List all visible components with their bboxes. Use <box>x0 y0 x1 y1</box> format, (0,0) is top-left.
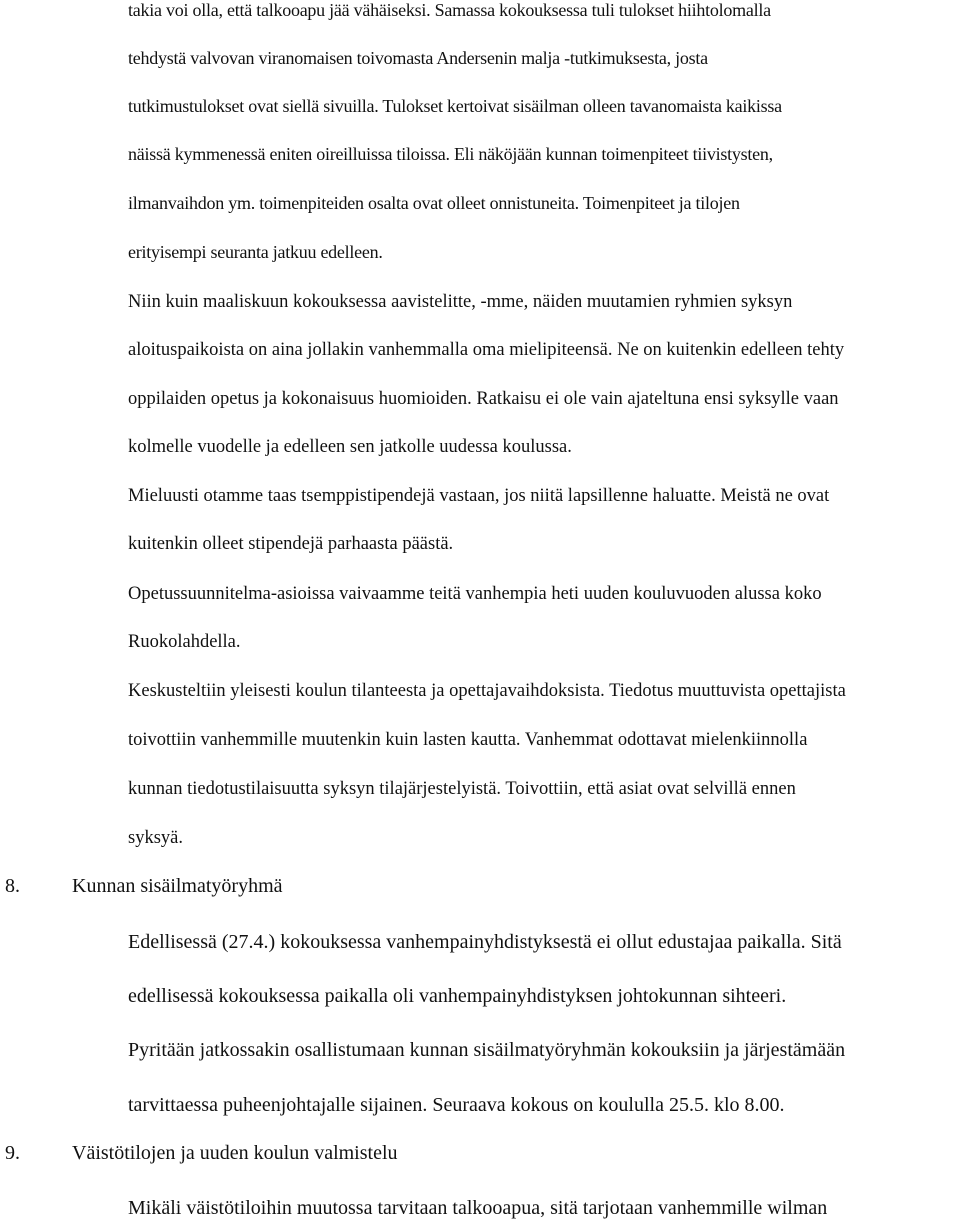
text-line: ilmanvaihdon ym. toimenpiteiden osalta ovat olleet onnistuneita. Toimenpiteet ja tilojen <box>128 193 740 213</box>
text-line: Mikäli väistötiloihin muutossa tarvitaan talkooapua, sitä tarjotaan vanhemmille wilman <box>128 1197 828 1219</box>
text-line: erityisempi seuranta jatkuu edelleen. <box>128 242 383 262</box>
text-line: syksyä. <box>128 828 183 848</box>
text-line: edellisessä kokouksessa paikalla oli vanhempainyhdistyksen johtokunnan sihteeri. <box>128 985 787 1007</box>
text-line: tarvittaessa puheenjohtajalle sijainen. Seuraava kokous on koululla 25.5. klo 8.00. <box>128 1094 785 1116</box>
text-line: Keskusteltiin yleisesti koulun tilanteesta ja opettajavaihdoksista. Tiedotus muuttuvista opettajista <box>128 681 846 701</box>
section-number: 9. <box>5 1142 20 1164</box>
text-line: tutkimustulokset ovat siellä sivuilla. Tulokset kertoivat sisäilman olleen tavanomaista kaikissa <box>128 96 782 116</box>
text-line: kunnan tiedotustilaisuutta syksyn tilajärjestelyistä. Toivottiin, että asiat ovat selvillä ennen <box>128 779 796 799</box>
text-line: näissä kymmenessä eniten oireilluissa tiloissa. Eli näköjään kunnan toimenpiteet tiivistysten, <box>128 144 773 164</box>
text-line: Opetussuunnitelma-asioissa vaivaamme teitä vanhempia heti uuden kouluvuoden alussa koko <box>128 584 822 604</box>
text-line: Mieluusti otamme taas tsemppistipendejä vastaan, jos niitä lapsillenne haluatte. Meistä ne ovat <box>128 486 830 506</box>
section-title: Kunnan sisäilmatyöryhmä <box>72 875 283 897</box>
text-line: aloituspaikoista on aina jollakin vanhemmalla oma mielipiteensä. Ne on kuitenkin edelleen tehty <box>128 340 845 360</box>
text-line: Ruokolahdella. <box>128 632 241 652</box>
text-line: oppilaiden opetus ja kokonaisuus huomioiden. Ratkaisu ei ole vain ajateltuna ensi syksylle vaan <box>128 389 839 409</box>
text-line: kuitenkin olleet stipendejä parhaasta päästä. <box>128 534 454 554</box>
text-line: kolmelle vuodelle ja edelleen sen jatkolle uudessa koulussa. <box>128 437 572 457</box>
text-line: Niin kuin maaliskuun kokouksessa aavistelitte, -mme, näiden muutamien ryhmien syksyn <box>128 292 793 312</box>
text-line: Edellisessä (27.4.) kokouksessa vanhempainyhdistyksestä ei ollut edustajaa paikalla. Sitä <box>128 931 842 953</box>
text-line: Pyritään jatkossakin osallistumaan kunnan sisäilmatyöryhmän kokouksiin ja järjestämään <box>128 1039 846 1061</box>
text-line: toivottiin vanhemmille muutenkin kuin lasten kautta. Vanhemmat odottavat mielenkiinnolla <box>128 730 808 750</box>
section-number: 8. <box>5 875 20 897</box>
section-title: Väistötilojen ja uuden koulun valmistelu <box>72 1142 398 1164</box>
text-line: tehdystä valvovan viranomaisen toivomasta Andersenin malja -tutkimuksesta, josta <box>128 48 708 68</box>
text-line: takia voi olla, että talkooapu jää vähäiseksi. Samassa kokouksessa tuli tulokset hiihtolomalla <box>128 0 771 20</box>
